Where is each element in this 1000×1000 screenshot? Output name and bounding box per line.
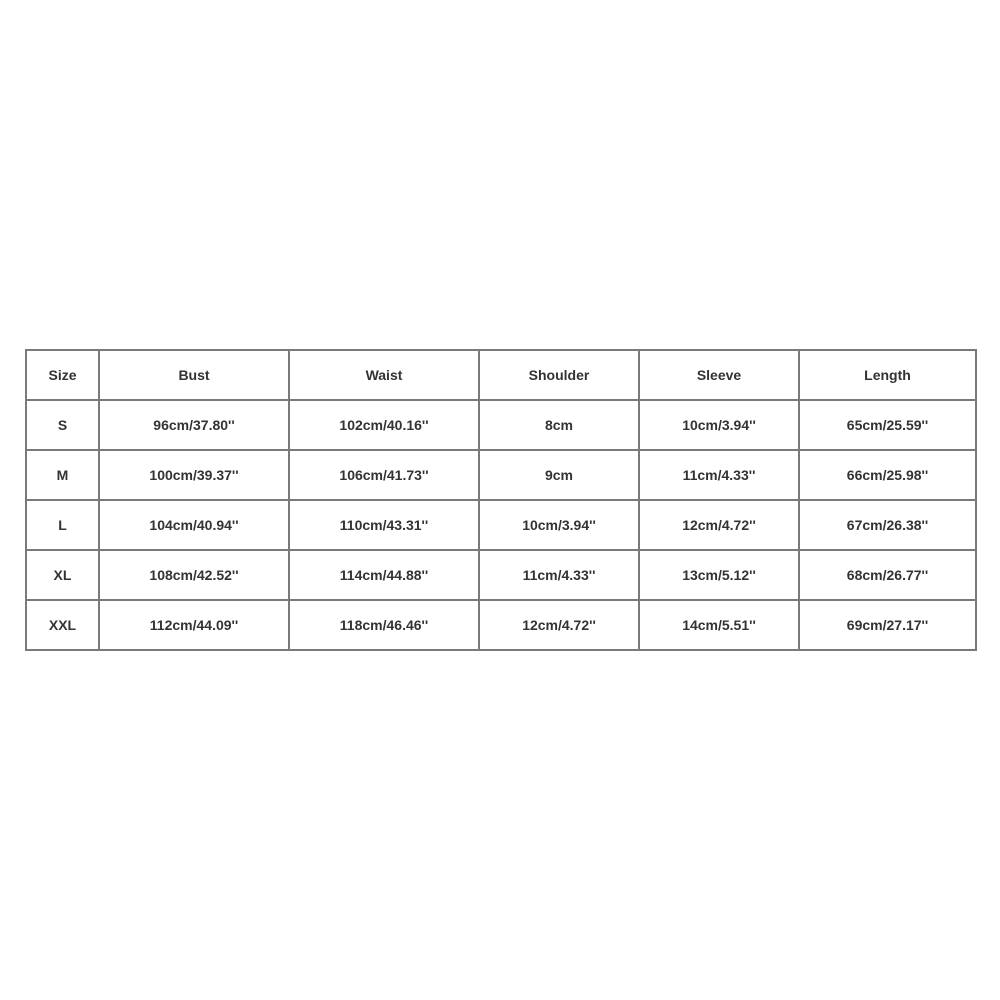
cell-sleeve: 10cm/3.94'' bbox=[639, 400, 799, 450]
table-row bbox=[26, 450, 976, 500]
cell-size: M bbox=[26, 450, 99, 500]
cell-sleeve: 11cm/4.33'' bbox=[639, 450, 799, 500]
cell-length: 68cm/26.77'' bbox=[799, 550, 976, 600]
cell-waist: 106cm/41.73'' bbox=[289, 450, 479, 500]
cell-size: XXL bbox=[26, 600, 99, 650]
header-size: Size bbox=[26, 350, 99, 400]
header-sleeve: Sleeve bbox=[639, 350, 799, 400]
header-waist: Waist bbox=[289, 350, 479, 400]
cell-sleeve: 14cm/5.51'' bbox=[639, 600, 799, 650]
table-header-row bbox=[26, 350, 976, 400]
cell-waist: 114cm/44.88'' bbox=[289, 550, 479, 600]
cell-bust: 104cm/40.94'' bbox=[99, 500, 289, 550]
cell-shoulder: 9cm bbox=[479, 450, 639, 500]
header-bust: Bust bbox=[99, 350, 289, 400]
cell-length: 69cm/27.17'' bbox=[799, 600, 976, 650]
cell-length: 67cm/26.38'' bbox=[799, 500, 976, 550]
size-chart-table bbox=[25, 349, 977, 651]
table-row bbox=[26, 400, 976, 450]
cell-size: XL bbox=[26, 550, 99, 600]
cell-waist: 110cm/43.31'' bbox=[289, 500, 479, 550]
cell-bust: 96cm/37.80'' bbox=[99, 400, 289, 450]
cell-waist: 102cm/40.16'' bbox=[289, 400, 479, 450]
cell-bust: 108cm/42.52'' bbox=[99, 550, 289, 600]
cell-shoulder: 10cm/3.94'' bbox=[479, 500, 639, 550]
cell-sleeve: 12cm/4.72'' bbox=[639, 500, 799, 550]
cell-sleeve: 13cm/5.12'' bbox=[639, 550, 799, 600]
cell-size: L bbox=[26, 500, 99, 550]
header-length: Length bbox=[799, 350, 976, 400]
cell-shoulder: 12cm/4.72'' bbox=[479, 600, 639, 650]
cell-length: 66cm/25.98'' bbox=[799, 450, 976, 500]
table-row bbox=[26, 500, 976, 550]
table-row bbox=[26, 600, 976, 650]
cell-waist: 118cm/46.46'' bbox=[289, 600, 479, 650]
cell-length: 65cm/25.59'' bbox=[799, 400, 976, 450]
header-shoulder: Shoulder bbox=[479, 350, 639, 400]
cell-shoulder: 8cm bbox=[479, 400, 639, 450]
cell-size: S bbox=[26, 400, 99, 450]
cell-bust: 100cm/39.37'' bbox=[99, 450, 289, 500]
table-row bbox=[26, 550, 976, 600]
cell-shoulder: 11cm/4.33'' bbox=[479, 550, 639, 600]
cell-bust: 112cm/44.09'' bbox=[99, 600, 289, 650]
